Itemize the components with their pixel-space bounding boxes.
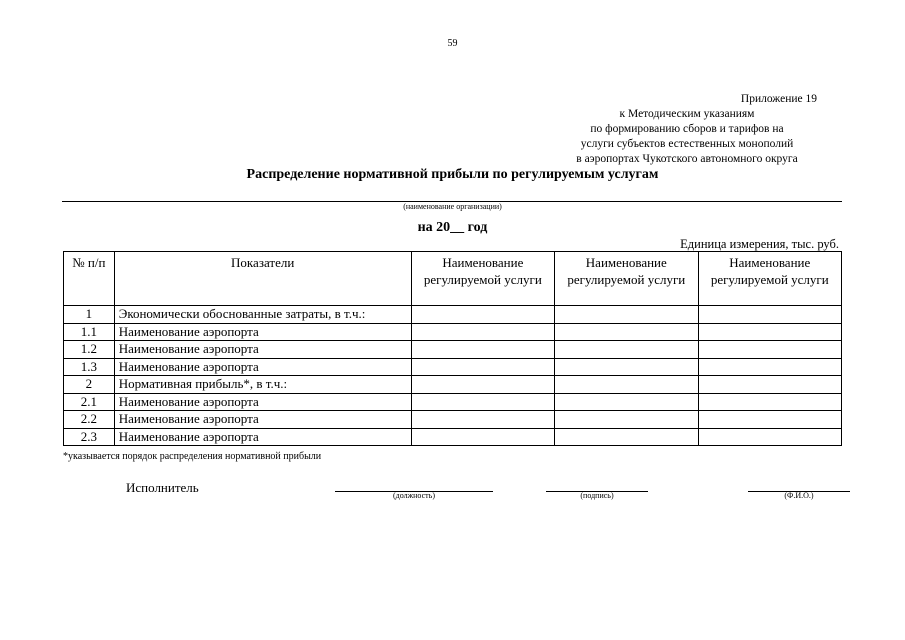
table-row (64, 411, 842, 429)
row-num: 1 (64, 306, 115, 324)
value-cell[interactable] (411, 341, 554, 359)
row-num: 2.2 (64, 411, 115, 429)
executor-label: Исполнитель (126, 480, 199, 495)
row-num: 1.2 (64, 341, 115, 359)
table-row (64, 306, 842, 324)
row-name: Экономически обоснованные затраты, в т.ч.: (114, 306, 411, 324)
signature-caption: (подпись) (580, 491, 614, 500)
table-row (64, 428, 842, 446)
appendix-line: в аэропортах Чукотского автономного округа (576, 153, 798, 165)
value-cell[interactable] (411, 306, 554, 324)
row-num: 1.3 (64, 358, 115, 376)
appendix-line: Приложение 19 (740, 93, 817, 105)
value-cell[interactable] (411, 376, 554, 394)
year-label: на 20__ год (417, 220, 488, 235)
table-row (64, 376, 842, 394)
table-row (64, 323, 842, 341)
row-name: Наименование аэропорта (114, 323, 411, 341)
value-cell[interactable] (555, 376, 698, 394)
table-row (64, 358, 842, 376)
value-cell[interactable] (555, 358, 698, 376)
table-row (64, 341, 842, 359)
row-name: Наименование аэропорта (114, 358, 411, 376)
row-name: Наименование аэропорта (114, 393, 411, 411)
profit-distribution-table (63, 251, 842, 446)
header-indicator: Показатели (114, 252, 411, 306)
appendix-line: к Методическим указаниям (619, 108, 755, 120)
value-cell[interactable] (698, 358, 841, 376)
value-cell[interactable] (698, 306, 841, 324)
row-name: Наименование аэропорта (114, 411, 411, 429)
value-cell[interactable] (698, 411, 841, 429)
page-number: 59 (447, 38, 458, 49)
value-cell[interactable] (411, 428, 554, 446)
value-cell[interactable] (698, 376, 841, 394)
appendix-line: услуги субъектов естественных монополий (580, 138, 794, 150)
value-cell[interactable] (411, 358, 554, 376)
units-label: Единица измерения, тыс. руб. (680, 237, 839, 251)
value-cell[interactable] (698, 341, 841, 359)
header-service-2: Наименование регулируемой услуги (555, 252, 698, 306)
value-cell[interactable] (555, 393, 698, 411)
row-num: 2.1 (64, 393, 115, 411)
row-num: 1.1 (64, 323, 115, 341)
full-name-caption: (Ф.И.О.) (784, 491, 814, 500)
value-cell[interactable] (555, 428, 698, 446)
value-cell[interactable] (555, 341, 698, 359)
value-cell[interactable] (698, 323, 841, 341)
organization-caption: (наименование организации) (403, 202, 502, 211)
table-row (64, 393, 842, 411)
table-header-row (64, 252, 842, 306)
row-num: 2.3 (64, 428, 115, 446)
value-cell[interactable] (698, 428, 841, 446)
appendix-block (537, 92, 837, 167)
value-cell[interactable] (555, 411, 698, 429)
value-cell[interactable] (698, 393, 841, 411)
row-num: 2 (64, 376, 115, 394)
header-num: № п/п (64, 252, 115, 306)
position-caption: (должность) (393, 491, 435, 500)
header-service-1: Наименование регулируемой услуги (411, 252, 554, 306)
row-name: Нормативная прибыль*, в т.ч.: (114, 376, 411, 394)
value-cell[interactable] (411, 393, 554, 411)
value-cell[interactable] (411, 411, 554, 429)
footnote: *указывается порядок распределения нормативной прибыли (63, 451, 322, 462)
appendix-line: по формированию сборов и тарифов на (590, 123, 784, 135)
document-title: Распределение нормативной прибыли по регулируемым услугам (246, 167, 659, 182)
header-service-3: Наименование регулируемой услуги (698, 252, 841, 306)
value-cell[interactable] (555, 323, 698, 341)
row-name: Наименование аэропорта (114, 341, 411, 359)
row-name: Наименование аэропорта (114, 428, 411, 446)
value-cell[interactable] (411, 323, 554, 341)
value-cell[interactable] (555, 306, 698, 324)
